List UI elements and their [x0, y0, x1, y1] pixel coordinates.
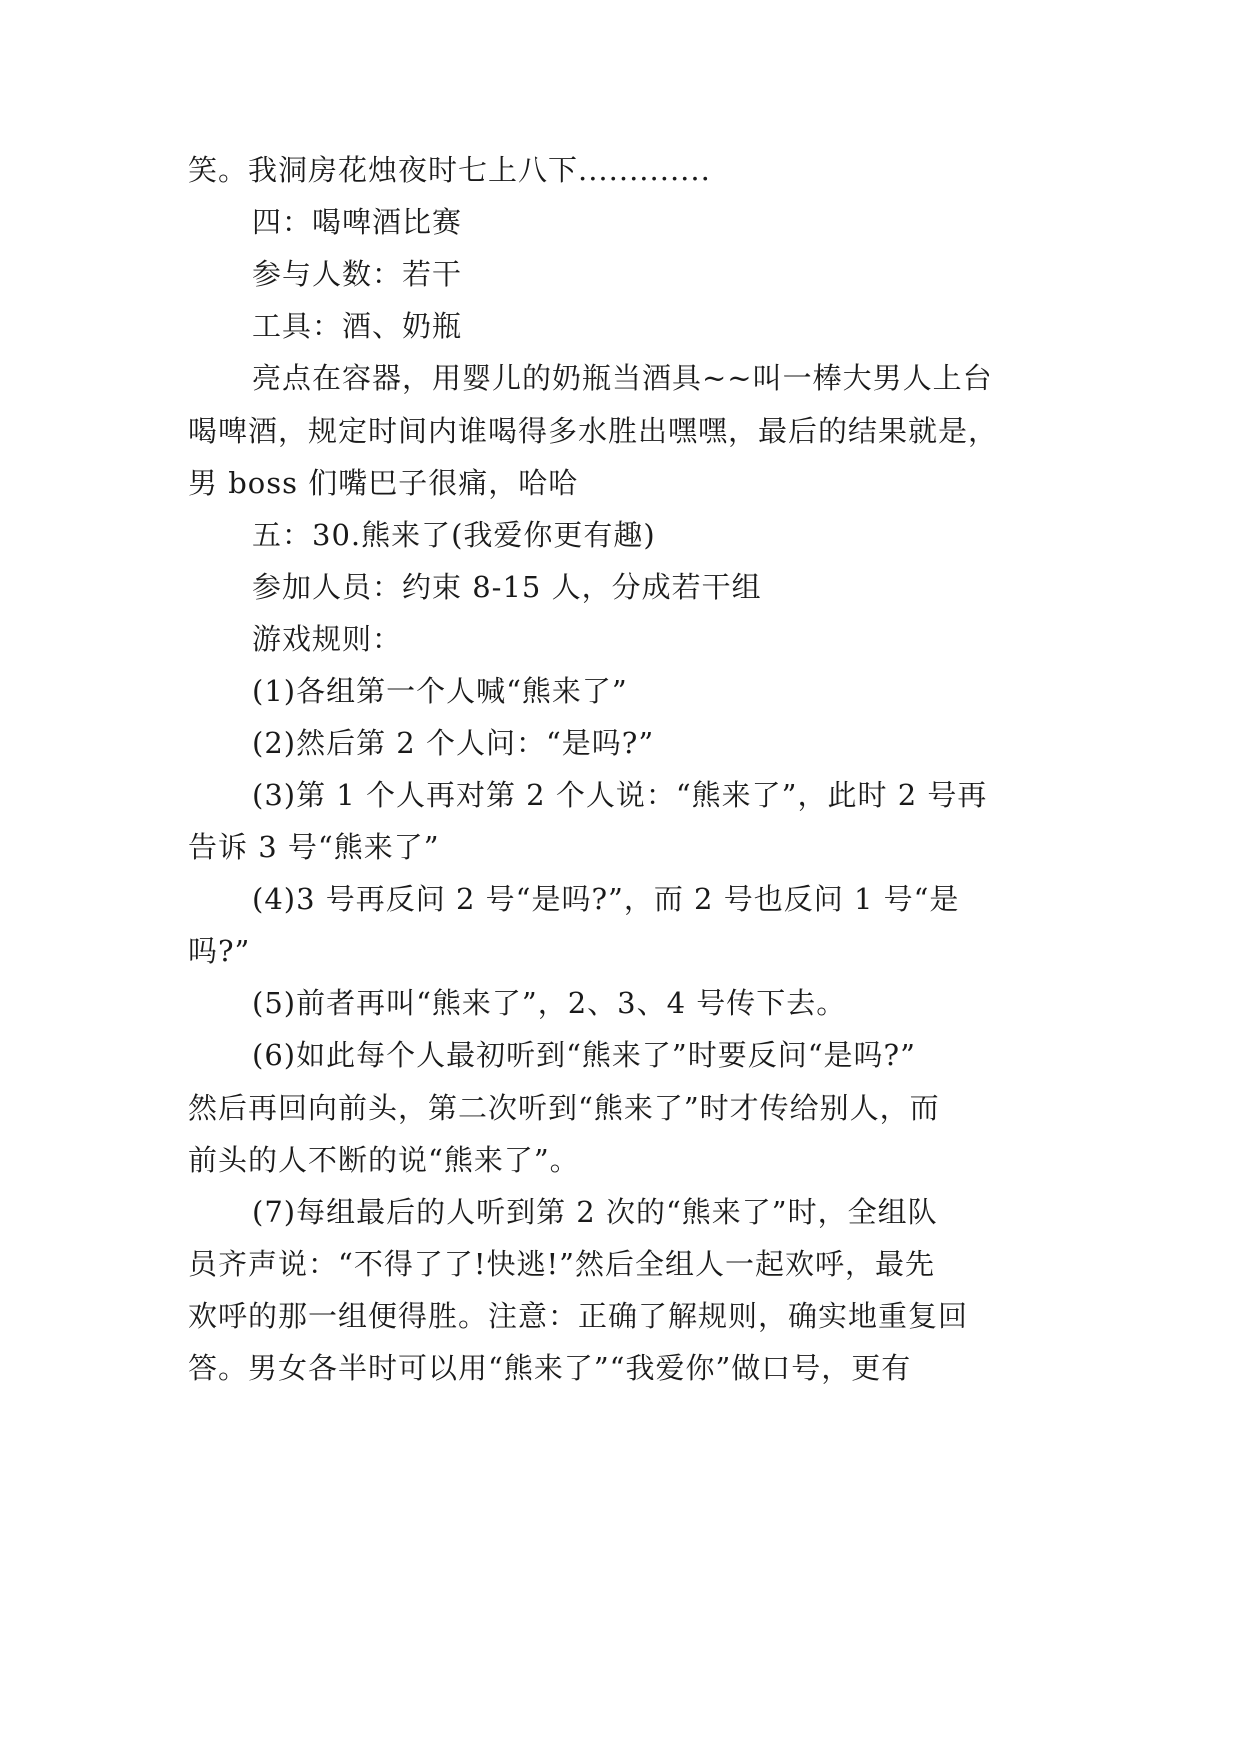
text-line: 男 boss 们嘴巴子很痛，哈哈: [188, 466, 579, 500]
section-heading: 五：30.熊来了(我爱你更有趣): [252, 518, 656, 552]
text-line: 参加人员：约束 8-15 人，分成若干组: [252, 570, 762, 604]
rule-item: (1)各组第一个人喊“熊来了”: [252, 674, 628, 708]
text-line: 然后再回向前头，第二次听到“熊来了”时才传给别人，而: [188, 1091, 940, 1125]
text-line: 游戏规则：: [252, 622, 403, 656]
rule-item: (4)3 号再反问 2 号“是吗?”，而 2 号也反问 1 号“是: [252, 882, 960, 916]
text-line: 答。男女各半时可以用“熊来了”“我爱你”做口号，更有: [188, 1351, 912, 1385]
text-line: 喝啤酒，规定时间内谁喝得多水胜出嘿嘿，最后的结果就是，: [188, 414, 999, 448]
text-line: 前头的人不断的说“熊来了”。: [188, 1143, 580, 1177]
rule-item: (6)如此每个人最初听到“熊来了”时要反问“是吗?”: [252, 1038, 916, 1072]
text-line: 参与人数：若干: [252, 257, 463, 291]
text-line: 员齐声说：“不得了了!快逃!”然后全组人一起欢呼，最先: [188, 1247, 935, 1281]
rule-item: (2)然后第 2 个人问：“是吗?”: [252, 726, 655, 760]
rule-item: (7)每组最后的人听到第 2 次的“熊来了”时，全组队: [252, 1195, 938, 1229]
text-line: 工具：酒、奶瓶: [252, 309, 463, 343]
section-heading: 四：喝啤酒比赛: [252, 205, 463, 239]
text-line: 吗?”: [188, 934, 251, 968]
rule-item: (5)前者再叫“熊来了”，2、3、4 号传下去。: [252, 986, 847, 1020]
text-line: 亮点在容器，用婴儿的奶瓶当酒具~~叫一棒大男人上台: [252, 361, 993, 395]
text-line: 告诉 3 号“熊来了”: [188, 830, 440, 864]
text-line: 欢呼的那一组便得胜。注意：正确了解规则，确实地重复回: [188, 1299, 969, 1333]
text-line: 笑。我洞房花烛夜时七上八下.............: [188, 153, 711, 187]
rule-item: (3)第 1 个人再对第 2 个人说：“熊来了”，此时 2 号再: [252, 778, 988, 812]
